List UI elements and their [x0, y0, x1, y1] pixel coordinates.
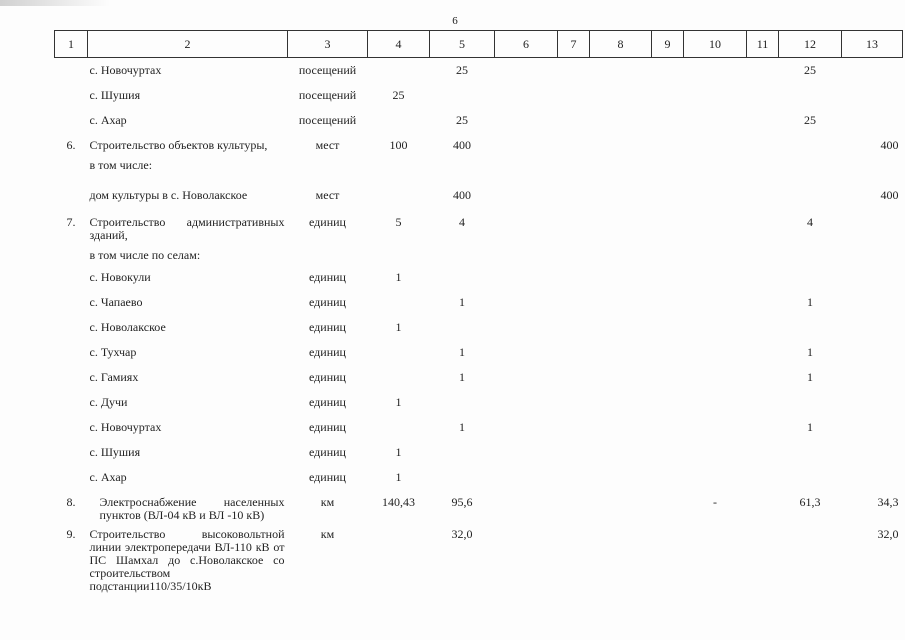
row-unit: единиц: [309, 269, 346, 284]
col-4-value: 5: [395, 214, 402, 229]
col-5-value: 32,0: [451, 526, 473, 541]
col-4-value: [368, 522, 430, 617]
col-9-value: [652, 210, 684, 265]
col-11-value: [747, 133, 779, 183]
row-unit: единиц: [309, 469, 346, 484]
row-name-line: Строительство административных зданий,: [89, 214, 285, 242]
row-number: [55, 290, 88, 315]
col-4-value: [368, 183, 430, 210]
col-6-value: [495, 315, 558, 340]
row-name: [88, 365, 288, 390]
col-6-value: [495, 440, 558, 465]
row-number: [55, 365, 88, 390]
table-row: [55, 133, 903, 183]
scan-artifact: [0, 0, 110, 6]
row-number: 6.: [66, 137, 76, 152]
row-name-line: Строительство объектов культуры,: [89, 137, 268, 152]
data-table: [54, 30, 903, 617]
col-11-value: [747, 315, 779, 340]
col-13-value: 400: [880, 137, 899, 152]
row-name: [88, 415, 288, 440]
row-unit: единиц: [309, 444, 346, 459]
col-12-value: [779, 315, 842, 340]
row-name-line: с. Новочуртах: [89, 63, 162, 77]
row-name: [88, 58, 288, 83]
col-5-value: 400: [453, 137, 471, 152]
col-10-value: [684, 522, 747, 617]
col-10-value: [684, 133, 747, 183]
col-9-value: [652, 522, 684, 617]
col-6-value: [495, 365, 558, 390]
col-6-value: [495, 83, 558, 108]
col-8-value: [590, 522, 652, 617]
col-12-value: 1: [807, 344, 813, 359]
col-13-value: [842, 58, 903, 83]
col-11-value: [747, 340, 779, 365]
col-5-value: 1: [459, 419, 465, 434]
col-7-value: [558, 365, 590, 390]
header-cell: 3: [288, 31, 368, 58]
col-12-value: [779, 83, 842, 108]
row-unit: км: [320, 494, 335, 509]
row-unit: единиц: [309, 294, 346, 309]
row-number: [55, 340, 88, 365]
col-11-value: [747, 210, 779, 265]
col-6-value: [495, 183, 558, 210]
col-4-value: 100: [389, 137, 408, 152]
col-5-value: [430, 465, 495, 490]
table-row: [55, 490, 903, 522]
col-13-value: [842, 315, 903, 340]
row-name: [88, 390, 288, 415]
row-name-line: дом культуры в с. Новолакское: [89, 187, 248, 202]
row-unit: мест: [315, 137, 340, 152]
col-6-value: [495, 415, 558, 440]
col-11-value: [747, 390, 779, 415]
col-8-value: [590, 108, 652, 133]
row-number: [55, 83, 88, 108]
row-name-line: с. Тухчар: [89, 344, 137, 359]
col-13-value: [842, 108, 903, 133]
col-9-value: [652, 440, 684, 465]
col-7-value: [558, 290, 590, 315]
row-unit: единиц: [309, 319, 346, 334]
row-name: [88, 490, 288, 522]
table-row: [55, 415, 903, 440]
col-9-value: [652, 83, 684, 108]
col-8-value: [590, 415, 652, 440]
col-10-value: -: [713, 494, 717, 509]
col-7-value: [558, 183, 590, 210]
col-8-value: [590, 490, 652, 522]
col-13-value: [842, 415, 903, 440]
header-cell: 9: [652, 31, 684, 58]
row-name: [88, 265, 288, 290]
col-7-value: [558, 465, 590, 490]
col-11-value: [747, 465, 779, 490]
col-5-value: 1: [459, 344, 465, 359]
header-cell: 12: [779, 31, 842, 58]
col-5-value: 95,6: [451, 494, 473, 509]
col-4-value: 1: [395, 319, 402, 334]
table-row: [55, 183, 903, 210]
col-12-value: 25: [804, 63, 816, 77]
col-13-value: [842, 440, 903, 465]
col-10-value: [684, 210, 747, 265]
row-number: [55, 465, 88, 490]
header-cell: 6: [495, 31, 558, 58]
col-5-value: 25: [456, 63, 468, 77]
col-7-value: [558, 390, 590, 415]
row-name-line: в том числе по селам:: [89, 247, 201, 262]
col-9-value: [652, 465, 684, 490]
row-unit: посещений: [298, 112, 357, 127]
col-13-value: [842, 340, 903, 365]
col-6-value: [495, 210, 558, 265]
col-7-value: [558, 340, 590, 365]
col-11-value: [747, 183, 779, 210]
col-4-value: 1: [395, 394, 402, 409]
row-number: [55, 183, 88, 210]
row-name: [88, 465, 288, 490]
row-name: [88, 315, 288, 340]
col-9-value: [652, 290, 684, 315]
col-8-value: [590, 265, 652, 290]
row-number: [55, 415, 88, 440]
col-4-value: 1: [395, 444, 402, 459]
col-13-value: [842, 390, 903, 415]
col-9-value: [652, 183, 684, 210]
col-7-value: [558, 265, 590, 290]
col-13-value: [842, 83, 903, 108]
col-10-value: [684, 365, 747, 390]
header-cell: 5: [430, 31, 495, 58]
col-12-value: [779, 522, 842, 617]
col-13-value: 34,3: [877, 494, 899, 509]
col-7-value: [558, 440, 590, 465]
table-row: [55, 465, 903, 490]
row-name-line: с. Дучи: [89, 394, 128, 409]
col-11-value: [747, 108, 779, 133]
row-unit: мест: [315, 187, 340, 202]
row-name-line: с. Новокули: [89, 269, 151, 284]
col-5-value: 1: [459, 369, 465, 384]
header-cell: 7: [558, 31, 590, 58]
row-name: [88, 210, 288, 265]
row-number: 9.: [66, 526, 76, 541]
col-7-value: [558, 133, 590, 183]
col-9-value: [652, 265, 684, 290]
col-6-value: [495, 290, 558, 315]
col-4-value: [368, 108, 430, 133]
row-name: [88, 108, 288, 133]
col-12-value: 25: [804, 112, 816, 127]
row-number: [55, 440, 88, 465]
col-8-value: [590, 365, 652, 390]
col-12-value: [779, 390, 842, 415]
col-5-value: [430, 83, 495, 108]
row-name-line: с. Шушия: [89, 444, 141, 459]
col-11-value: [747, 290, 779, 315]
col-9-value: [652, 58, 684, 83]
row-name-line: Электроснабжение населенных пунктов (ВЛ-04 кВ и ВЛ -10 кВ): [99, 494, 285, 522]
col-13-value: [842, 265, 903, 290]
col-8-value: [590, 183, 652, 210]
col-10-value: [684, 440, 747, 465]
col-12-value: [779, 183, 842, 210]
row-name: [88, 340, 288, 365]
col-10-value: [684, 265, 747, 290]
col-13-value: [842, 465, 903, 490]
col-5-value: [430, 440, 495, 465]
col-10-value: [684, 415, 747, 440]
table-row: [55, 315, 903, 340]
table-row: [55, 340, 903, 365]
row-unit: км: [320, 526, 335, 541]
col-11-value: [747, 365, 779, 390]
row-name-line: в том числе:: [89, 157, 153, 172]
col-11-value: [747, 522, 779, 617]
col-8-value: [590, 315, 652, 340]
col-9-value: [652, 315, 684, 340]
col-12-value: 61,3: [799, 494, 821, 509]
col-13-value: 32,0: [877, 526, 899, 541]
header-cell: 11: [747, 31, 779, 58]
col-11-value: [747, 415, 779, 440]
col-10-value: [684, 58, 747, 83]
row-name: [88, 440, 288, 465]
col-6-value: [495, 522, 558, 617]
row-unit: единиц: [309, 369, 346, 384]
table-row: [55, 265, 903, 290]
header-cell: 8: [590, 31, 652, 58]
row-name-line: с. Ахар: [89, 112, 127, 127]
col-5-value: 4: [459, 214, 465, 229]
col-10-value: [684, 315, 747, 340]
col-8-value: [590, 465, 652, 490]
col-5-value: [430, 390, 495, 415]
col-10-value: [684, 340, 747, 365]
col-10-value: [684, 83, 747, 108]
col-11-value: [747, 440, 779, 465]
col-9-value: [652, 108, 684, 133]
col-13-value: 400: [880, 187, 899, 202]
row-name-line: с. Чапаево: [89, 294, 143, 309]
row-unit: единиц: [309, 344, 346, 359]
col-5-value: [430, 315, 495, 340]
row-number: [55, 58, 88, 83]
header-cell: 1: [55, 31, 88, 58]
col-9-value: [652, 490, 684, 522]
col-6-value: [495, 465, 558, 490]
col-8-value: [590, 390, 652, 415]
col-9-value: [652, 390, 684, 415]
col-9-value: [652, 415, 684, 440]
col-13-value: [842, 290, 903, 315]
col-8-value: [590, 440, 652, 465]
col-13-value: [842, 210, 903, 265]
col-11-value: [747, 265, 779, 290]
col-12-value: 1: [807, 369, 813, 384]
col-12-value: [779, 265, 842, 290]
row-name: [88, 83, 288, 108]
col-7-value: [558, 315, 590, 340]
col-5-value: 1: [459, 294, 465, 309]
row-name-line: с. Ахар: [89, 469, 127, 484]
row-name-line: с. Новочуртах: [89, 419, 162, 434]
table-row: [55, 390, 903, 415]
col-10-value: [684, 390, 747, 415]
col-4-value: [368, 415, 430, 440]
row-unit: единиц: [309, 394, 346, 409]
col-10-value: [684, 183, 747, 210]
col-11-value: [747, 58, 779, 83]
header-cell: 2: [88, 31, 288, 58]
col-11-value: [747, 83, 779, 108]
col-7-value: [558, 522, 590, 617]
header-cell: 13: [842, 31, 903, 58]
col-10-value: [684, 465, 747, 490]
row-number: [55, 390, 88, 415]
table-row: [55, 440, 903, 465]
row-number: 7.: [66, 214, 76, 229]
header-row: [55, 31, 903, 58]
col-7-value: [558, 415, 590, 440]
col-6-value: [495, 58, 558, 83]
col-11-value: [747, 490, 779, 522]
col-8-value: [590, 133, 652, 183]
row-name-line: с. Новолакское: [89, 319, 166, 334]
table-row: [55, 83, 903, 108]
col-10-value: [684, 108, 747, 133]
table-row: [55, 108, 903, 133]
row-unit: посещений: [298, 87, 357, 102]
col-6-value: [495, 340, 558, 365]
row-name-line: с. Гамиях: [89, 369, 139, 384]
table-row: [55, 522, 903, 617]
page-number: 6: [452, 15, 458, 27]
col-12-value: 1: [807, 419, 813, 434]
row-name: [88, 290, 288, 315]
row-unit: посещений: [298, 63, 357, 77]
col-5-value: [430, 265, 495, 290]
col-4-value: [368, 290, 430, 315]
col-8-value: [590, 210, 652, 265]
row-number: [55, 108, 88, 133]
col-4-value: 1: [395, 269, 402, 284]
header-cell: 10: [684, 31, 747, 58]
col-4-value: 1: [395, 469, 402, 484]
col-4-value: 140,43: [382, 494, 415, 509]
col-7-value: [558, 490, 590, 522]
table-row: [55, 210, 903, 265]
col-4-value: [368, 365, 430, 390]
col-5-value: 25: [456, 112, 468, 127]
row-unit: единиц: [309, 214, 346, 229]
col-6-value: [495, 490, 558, 522]
col-12-value: [779, 465, 842, 490]
col-8-value: [590, 83, 652, 108]
col-9-value: [652, 133, 684, 183]
row-name: [88, 133, 288, 183]
col-7-value: [558, 83, 590, 108]
col-4-value: [368, 340, 430, 365]
col-6-value: [495, 265, 558, 290]
col-8-value: [590, 290, 652, 315]
col-12-value: [779, 440, 842, 465]
col-8-value: [590, 340, 652, 365]
row-number: [55, 265, 88, 290]
col-9-value: [652, 365, 684, 390]
col-12-value: 4: [807, 214, 813, 229]
col-6-value: [495, 390, 558, 415]
row-name-line: с. Шушия: [89, 87, 141, 102]
row-name-line: Строительство высоковольтной линии электропередачи ВЛ-110 кВ от ПС Шамхал до с.Новолакское со строительством подстанции110/35/10кВ: [89, 526, 285, 593]
row-number: 8.: [66, 494, 76, 509]
col-7-value: [558, 108, 590, 133]
col-13-value: [842, 365, 903, 390]
col-8-value: [590, 58, 652, 83]
row-number: [55, 315, 88, 340]
row-name: [88, 183, 288, 210]
table-row: [55, 290, 903, 315]
col-12-value: 1: [807, 294, 813, 309]
row-name: [88, 522, 288, 617]
table-row: [55, 58, 903, 83]
col-4-value: [368, 58, 430, 83]
col-6-value: [495, 133, 558, 183]
header-cell: 4: [368, 31, 430, 58]
col-10-value: [684, 290, 747, 315]
col-4-value: 25: [392, 87, 405, 102]
col-5-value: 400: [453, 187, 471, 202]
row-unit: единиц: [309, 419, 346, 434]
col-6-value: [495, 108, 558, 133]
table-row: [55, 365, 903, 390]
col-12-value: [779, 133, 842, 183]
col-7-value: [558, 58, 590, 83]
col-7-value: [558, 210, 590, 265]
col-9-value: [652, 340, 684, 365]
